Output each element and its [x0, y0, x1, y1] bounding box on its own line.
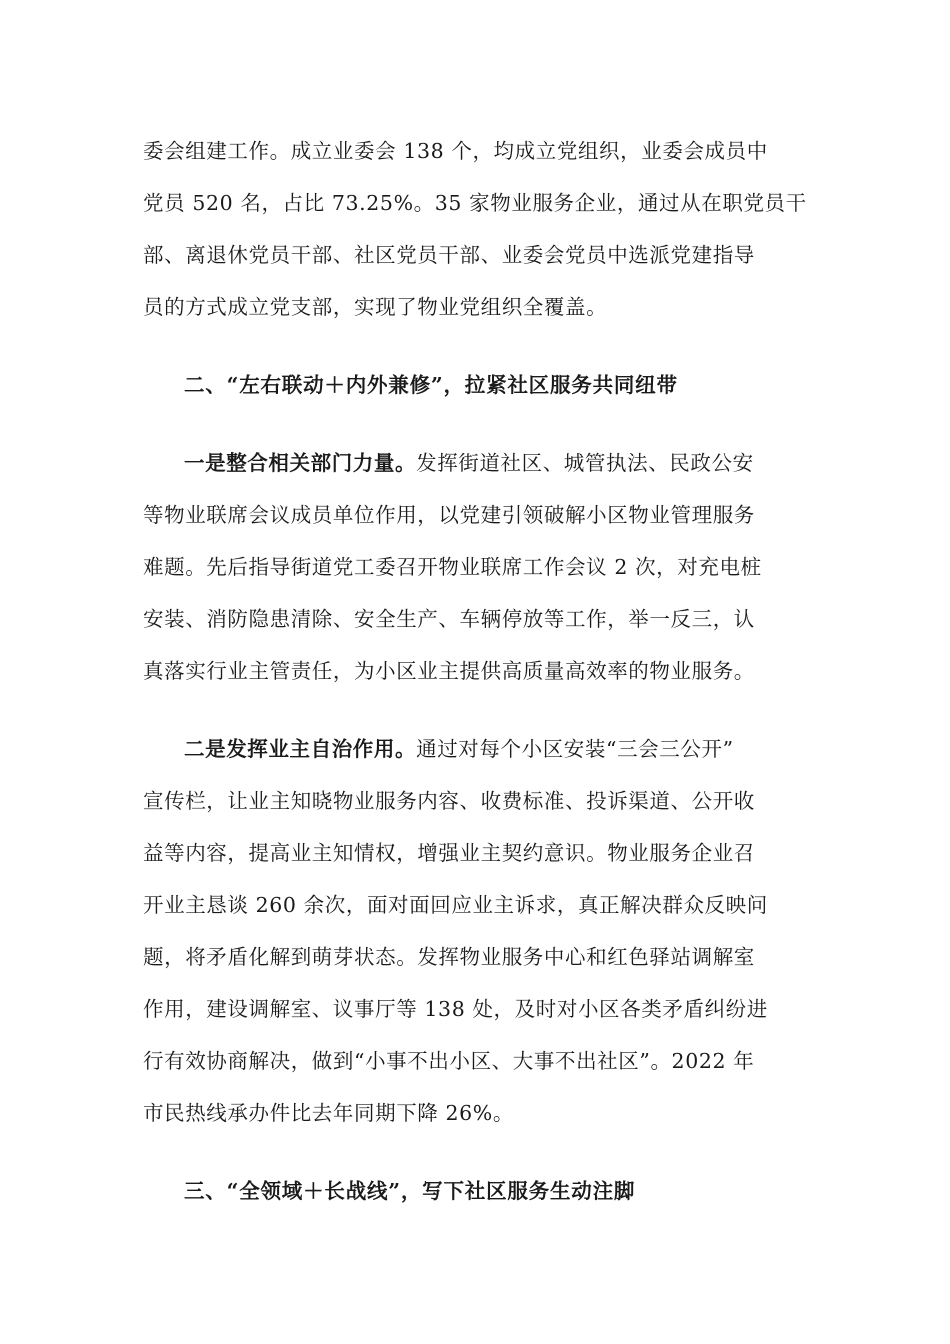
text-line: 宣传栏，让业主知晓物业服务内容、收费标准、投诉渠道、公开收: [143, 789, 755, 813]
paragraph-lead-rest: 通过对每个小区安装“三会三公开”: [416, 737, 734, 761]
paragraph-party-organization: [143, 131, 808, 339]
section-heading-3: 三、“全领域＋长战线”，写下社区服务生动注脚: [184, 1179, 636, 1203]
paragraph-gap: [143, 339, 808, 365]
text-line: 市民热线承办件比去年同期下降 26%。: [143, 1101, 514, 1125]
text-line-first: [143, 729, 808, 781]
text-line: 安装、消防隐患清除、安全生产、车辆停放等工作，举一反三，认: [143, 607, 755, 631]
paragraph-gap: [143, 1145, 808, 1171]
paragraph-owner-autonomy: [143, 729, 808, 1145]
paragraph-integrate-departments: [143, 443, 808, 703]
text-line: 题，将矛盾化解到萌芽状态。发挥物业服务中心和红色驿站调解室: [143, 945, 755, 969]
text-line: 部、离退休党员干部、社区党员干部、业委会党员中选派党建指导: [143, 243, 755, 267]
text-line: 等物业联席会议成员单位作用，以党建引领破解小区物业管理服务: [143, 503, 755, 527]
text-line: 难题。先后指导街道党工委召开物业联席工作会议 2 次，对充电桩: [143, 555, 762, 579]
text-line: 作用，建设调解室、议事厅等 138 处，及时对小区各类矛盾纠纷进: [143, 997, 768, 1021]
text-line: 委会组建工作。成立业委会 138 个，均成立党组织，业委会成员中: [143, 139, 768, 163]
section-heading-2: 二、“左右联动＋内外兼修”，拉紧社区服务共同纽带: [184, 373, 678, 397]
text-line: 开业主恳谈 260 余次，面对面回应业主诉求，真正解决群众反映问: [143, 893, 768, 917]
paragraph-gap: [143, 703, 808, 729]
text-line: 真落实行业主管责任，为小区业主提供高质量高效率的物业服务。: [143, 659, 755, 683]
text-line: 行有效协商解决，做到“小事不出小区、大事不出社区”。2022 年: [143, 1049, 755, 1073]
paragraph-lead: 二是发挥业主自治作用。: [184, 737, 417, 761]
text-line: 员的方式成立党支部，实现了物业党组织全覆盖。: [143, 295, 608, 319]
text-line-first: [143, 443, 808, 495]
text-line: 益等内容，提高业主知情权，增强业主契约意识。物业服务企业召: [143, 841, 755, 865]
document-body: [143, 131, 808, 1223]
paragraph-gap: [143, 417, 808, 443]
paragraph-lead-rest: 发挥街道社区、城管执法、民政公安: [416, 451, 754, 475]
text-line: 党员 520 名，占比 73.25%。35 家物业服务企业，通过从在职党员干: [143, 191, 807, 215]
paragraph-lead: 一是整合相关部门力量。: [184, 451, 417, 475]
